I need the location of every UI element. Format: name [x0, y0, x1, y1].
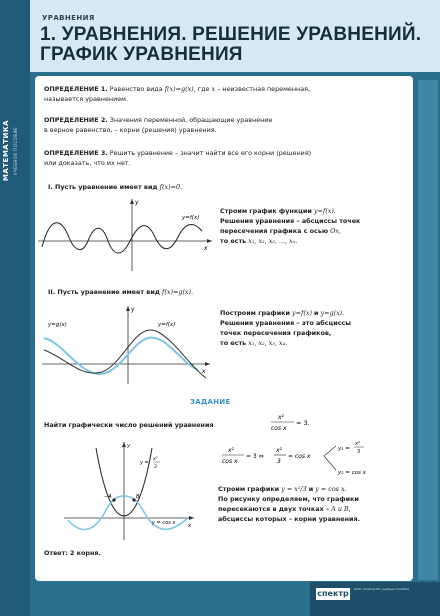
- task-line3-formula: A и B,: [331, 505, 351, 513]
- case1-line2: Решения уравнения – абсциссы точек: [220, 217, 361, 225]
- task-point-a: [112, 498, 115, 501]
- case2-line1-formula2: y=g(x).: [320, 309, 345, 317]
- task-label-cos: y = cos x: [152, 520, 176, 526]
- task-line1-a: Строим графики: [218, 485, 280, 493]
- case1-explanation: [220, 206, 410, 246]
- task-explanation: [218, 484, 408, 524]
- def1-line2: называется уравнением.: [44, 95, 129, 103]
- case1-line3-formula: Ox,: [330, 227, 342, 235]
- task-line1-formula2: y = cos x.: [315, 485, 347, 493]
- def3-text: Решить уравнение – значит найти все его корни (решения): [109, 149, 312, 157]
- page-title: 1. УРАВНЕНИЯ. РЕШЕНИЕ УРАВНЕНИЙ. ГРАФИК УРАВНЕНИЯ: [40, 24, 422, 65]
- derive-frac-num: x²: [228, 447, 234, 454]
- def1-text-a: Равенство вида: [109, 85, 163, 93]
- case2-y-arrow: [126, 306, 130, 311]
- def2-label: ОПРЕДЕЛЕНИЕ 2.: [44, 116, 108, 124]
- case2-line1-formula: y=f(x): [292, 309, 312, 317]
- case1-line1-formula: y=f(x).: [313, 207, 336, 215]
- def1-label: ОПРЕДЕЛЕНИЕ 1.: [44, 85, 108, 93]
- case2-heading-formula: f(x)=g(x).: [162, 288, 194, 296]
- task-eq-rhs: = 3.: [296, 419, 310, 427]
- case1-y-arrow: [130, 199, 134, 204]
- task-axis-x-label: x: [188, 523, 192, 529]
- task-statement: [44, 420, 214, 430]
- case2-line1-b: и: [314, 309, 319, 317]
- case1-curve-label: y=f(x): [182, 215, 200, 221]
- task-line4: абсциссы которых – корни уравнения.: [218, 515, 360, 523]
- task-point-b-label: B: [136, 494, 140, 500]
- branch1-label: y₁ =: [338, 446, 350, 452]
- case1-heading: [48, 182, 182, 192]
- subject-subtitle: УЧЕБНОЕ ПОСОБИЕ: [13, 126, 18, 175]
- branch2-label: y₂ = cos x: [338, 470, 366, 476]
- branch1-num: x²: [355, 441, 360, 447]
- definition-3: [44, 148, 414, 168]
- sidebar-subject: [2, 120, 28, 181]
- task-axis-y-label: y: [127, 443, 131, 449]
- case2-line2: Решения уравнения – это абсциссы: [220, 319, 352, 327]
- decorative-strip: [418, 80, 438, 580]
- task-label-top-num: x²: [153, 457, 158, 462]
- definition-2: [44, 115, 404, 135]
- def1-text-c: – неизвестная переменная,: [217, 85, 310, 93]
- case2-label-g: y=g(x): [48, 322, 67, 328]
- case1-line3-a: пересечения графика с осью: [220, 227, 329, 235]
- case2-heading: [48, 287, 193, 297]
- task-line3-a: пересекаются в двух точках –: [218, 505, 330, 513]
- case1-axis-x-label: x: [204, 245, 208, 252]
- graph-task: [60, 438, 200, 543]
- footer-info: ООО «Спектр-М» учебные пособия: [354, 587, 409, 591]
- definition-1: [44, 84, 404, 104]
- task-point-a-label: −A: [104, 494, 112, 500]
- case1-line1-a: Строим график функции: [220, 207, 312, 215]
- sidebar-band: [0, 0, 30, 616]
- derive-branch-up: [324, 446, 336, 456]
- case2-axis-y-label: y: [131, 306, 135, 313]
- def1-var: x: [211, 85, 216, 93]
- case1-line4-a: то есть: [220, 237, 247, 245]
- def3-line2: или доказать, что их нет.: [44, 159, 131, 167]
- subject-label: МАТЕМАТИКА: [2, 120, 10, 182]
- case1-axis-y-label: y: [135, 199, 139, 206]
- task-y-arrow: [122, 442, 126, 447]
- case2-x-arrow: [205, 362, 210, 366]
- task-line1-den: 3: [302, 485, 307, 493]
- def1-text-b: где: [197, 85, 210, 93]
- task-eq-num: x²: [278, 414, 284, 421]
- derive-frac2-den: 3: [277, 458, 281, 465]
- case2-line4-formula: x₁, x₂, x₃, x₄.: [248, 339, 288, 347]
- case1-heading-text: I. Пусть уравнение имеет вид: [48, 183, 158, 191]
- def3-label: ОПРЕДЕЛЕНИЕ 3.: [44, 149, 108, 157]
- branch1-den: 3: [357, 449, 361, 455]
- derive-frac-den: cos x: [222, 458, 238, 465]
- def2-text: Значения переменной, обращающие уравнение: [109, 116, 273, 124]
- case2-label-f: y=f(x): [158, 322, 176, 328]
- derive-end: = cos x: [288, 453, 311, 460]
- derive-mid: = 3 ⇔: [246, 453, 264, 460]
- case2-line1-a: Построим графики: [220, 309, 290, 317]
- task-eq-den: cos x: [271, 425, 287, 432]
- case1-curve-f: [42, 223, 202, 253]
- derive-frac2-num: x²: [276, 447, 282, 454]
- case1-heading-formula: f(x)=0.: [159, 183, 183, 191]
- task-x-arrow: [189, 516, 194, 520]
- task-line2: По рисунку определяем, что графики: [218, 495, 359, 503]
- def1-formula: f(x)=g(x),: [164, 85, 196, 93]
- graph-case2: [40, 302, 215, 387]
- case2-heading-text: II. Пусть уравнение имеет вид: [48, 288, 160, 296]
- task-answer: Ответ: 2 корня.: [44, 549, 101, 557]
- derive-branch-down: [324, 456, 336, 470]
- task-line1-num: x²: [294, 485, 301, 493]
- task-heading: ЗАДАНИЕ: [190, 398, 231, 406]
- task-label-top-den: 3: [154, 465, 157, 470]
- task-line1-formula: y = x²/3: [281, 485, 307, 493]
- task-label-top: y =: [140, 460, 149, 466]
- publisher-logo: спектр: [317, 589, 349, 598]
- case2-axis-x-label: x: [202, 368, 206, 375]
- task-statement-text: Найти графически число решений уравнения: [44, 421, 214, 429]
- task-equation: [268, 410, 318, 436]
- case2-line3: точек пересечения графиков,: [220, 329, 332, 337]
- case1-line4-formula: x₁, x₂, x₃, ..., xₙ.: [248, 237, 298, 245]
- case2-explanation: [220, 308, 410, 348]
- section-label: УРАВНЕНИЯ: [42, 14, 95, 22]
- task-line1-b: и: [308, 485, 314, 493]
- task-derivation: [218, 438, 368, 482]
- case1-x-arrow: [207, 239, 212, 243]
- def2-line2: в верное равенство, – корни (решения) уравнения.: [44, 126, 217, 134]
- case2-line4-a: то есть: [220, 339, 247, 347]
- graph-case1: [36, 195, 216, 273]
